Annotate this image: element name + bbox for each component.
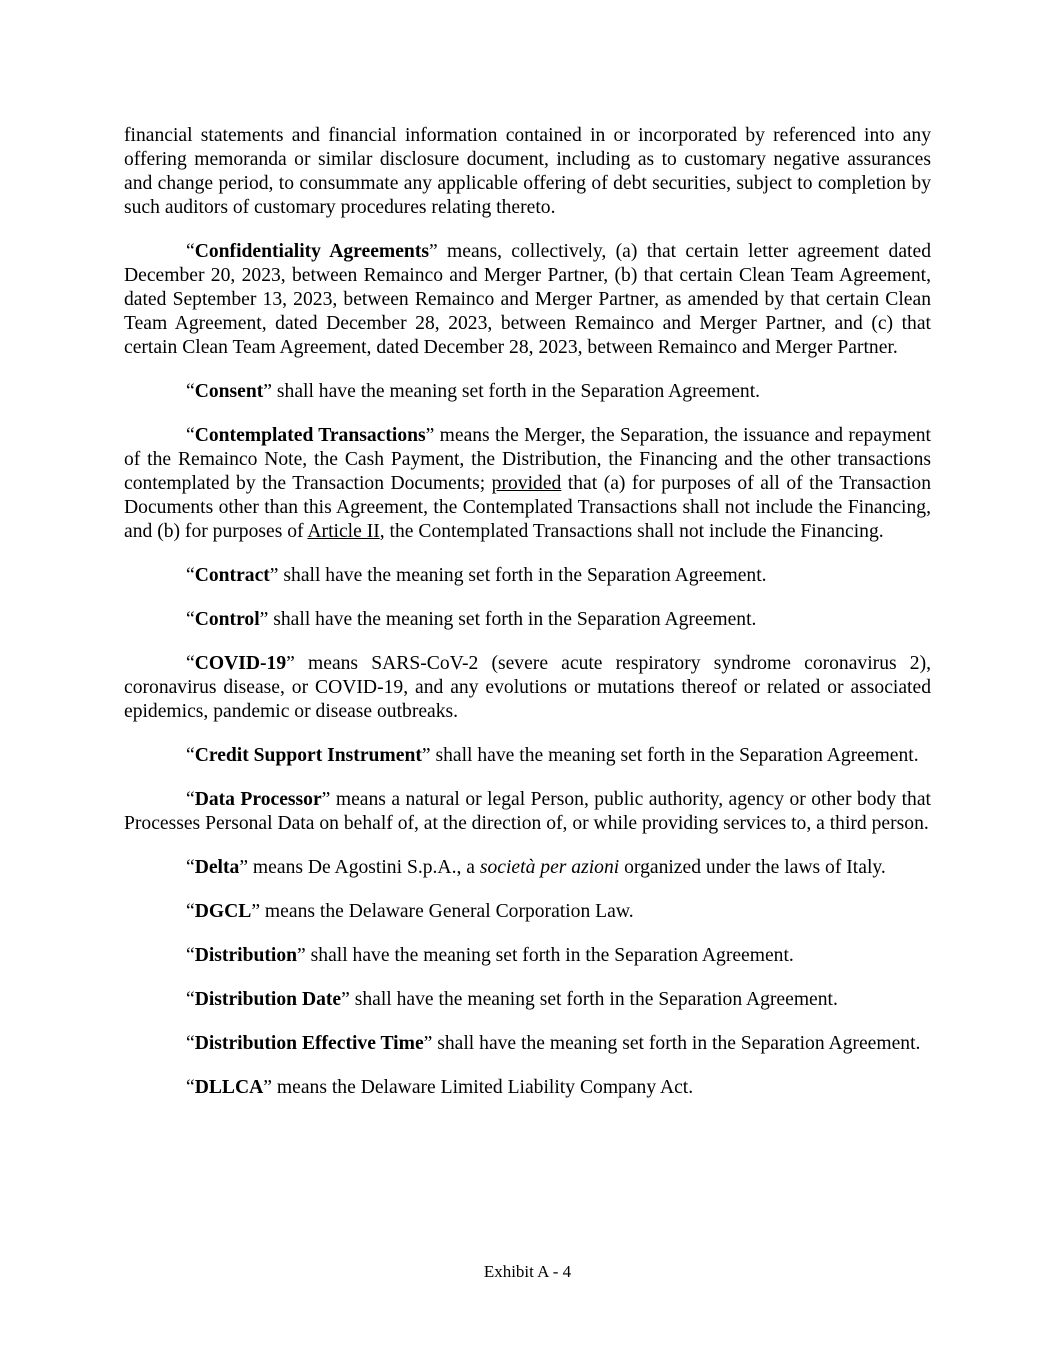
close-quote: ” xyxy=(421,745,431,766)
open-quote: “ xyxy=(186,381,195,402)
open-quote: “ xyxy=(186,901,195,922)
defined-term: DLLCA xyxy=(194,1077,264,1098)
underlined-article-ref: Article II xyxy=(307,521,380,542)
definition-distribution-effective-time xyxy=(124,1032,931,1056)
open-quote: “ xyxy=(186,653,195,674)
defined-term: COVID-19 xyxy=(194,653,287,674)
open-quote: “ xyxy=(186,241,195,262)
definition-text: that (a) for purposes of all of the Transaction Documents other than this Agreement, the Contemplated Transactions shall not include the Financing, and (b) for purposes of xyxy=(124,473,931,542)
definition-data-processor xyxy=(124,788,931,836)
close-quote: ” xyxy=(251,901,261,922)
close-quote: ” xyxy=(341,989,350,1010)
close-quote: ” xyxy=(259,609,269,630)
open-quote: “ xyxy=(186,425,195,446)
close-quote: ” xyxy=(321,789,331,810)
close-quote: ” xyxy=(428,241,438,262)
definition-text: means De Agostini S.p.A., a xyxy=(248,857,480,878)
open-quote: “ xyxy=(186,745,195,766)
definition-delta xyxy=(124,856,931,880)
close-quote: ” xyxy=(263,1077,272,1098)
definition-text: shall have the meaning set forth in the Separation Agreement. xyxy=(430,745,919,766)
definition-text: , the Contemplated Transactions shall not include the Financing. xyxy=(379,521,884,542)
definition-text: shall have the meaning set forth in the Separation Agreement. xyxy=(432,1033,921,1054)
open-quote: “ xyxy=(186,1033,195,1054)
defined-term: Data Processor xyxy=(194,789,322,810)
italic-societa-per-azioni: società per azioni xyxy=(479,857,620,878)
defined-term: Delta xyxy=(194,857,240,878)
close-quote: ” xyxy=(423,1033,433,1054)
open-quote: “ xyxy=(186,857,195,878)
definition-text: means the Merger, the Separation, the issuance and repayment of the Remainco Note, the Cash Payment, the Distribution, the Financing and the other transactions contemplated by the Transaction Documents; xyxy=(124,425,932,494)
definition-text: means, collectively, (a) that certain letter agreement dated December 20, 2023, between Remainco and Merger Partner, (b) that certain Clean Team Agreement, dated September 13, 2023, between Remainco and Merger Partner, as amended by that certain Clean Team Agreement, dated December 28, 2023, between Remainco and Merger Partner, and (c) that certain Clean Team Agreement, dated December 28, 2023, between Remainco and Merger Partner. xyxy=(124,241,931,358)
definition-distribution xyxy=(124,944,931,968)
close-quote: ” xyxy=(425,425,435,446)
open-quote: “ xyxy=(186,945,195,966)
definition-text: shall have the meaning set forth in the Separation Agreement. xyxy=(349,989,838,1010)
definition-text: means the Delaware Limited Liability Company Act. xyxy=(272,1077,694,1098)
defined-term: DGCL xyxy=(194,901,252,922)
definition-text: means SARS-CoV-2 (severe acute respiratory syndrome coronavirus 2), coronavirus disease, or COVID-19, and any evolutions or mutations thereof or related or associated epidemics, pandemic or disease outbreaks. xyxy=(124,653,931,722)
definition-dllca xyxy=(124,1076,931,1100)
definition-confidentiality-agreements xyxy=(124,240,931,360)
definition-text: means a natural or legal Person, public authority, agency or other body that Processes Personal Data on behalf of, at the direction of, or while providing services to, a third person. xyxy=(124,789,931,834)
close-quote: ” xyxy=(297,945,306,966)
open-quote: “ xyxy=(186,565,195,586)
open-quote: “ xyxy=(186,609,195,630)
underlined-provided: provided xyxy=(491,473,562,494)
close-quote: ” xyxy=(286,653,295,674)
defined-term: Distribution Date xyxy=(194,989,342,1010)
definition-text: means the Delaware General Corporation Law. xyxy=(260,901,634,922)
defined-term: Credit Support Instrument xyxy=(194,745,422,766)
document-page xyxy=(124,124,931,1120)
defined-term: Distribution xyxy=(194,945,298,966)
definition-consent xyxy=(124,380,931,404)
open-quote: “ xyxy=(186,789,195,810)
defined-term: Confidentiality Agreements xyxy=(194,241,429,262)
definition-text: shall have the meaning set forth in the Separation Agreement. xyxy=(268,609,757,630)
open-quote: “ xyxy=(186,989,195,1010)
defined-term: Control xyxy=(194,609,260,630)
close-quote: ” xyxy=(269,565,279,586)
definition-text: shall have the meaning set forth in the Separation Agreement. xyxy=(272,381,761,402)
definition-distribution-date xyxy=(124,988,931,1012)
definition-text: shall have the meaning set forth in the Separation Agreement. xyxy=(305,945,794,966)
close-quote: ” xyxy=(239,857,249,878)
definition-contract xyxy=(124,564,931,588)
close-quote: ” xyxy=(263,381,272,402)
intro-paragraph: financial statements and financial information contained in or incorporated by referenced into any offering memoranda or similar disclosure document, including as to customary negative assurances and change period, to consummate any applicable offering of debt securities, subject to completion by such auditors of customary procedures relating thereto. xyxy=(124,125,931,218)
open-quote: “ xyxy=(186,1077,195,1098)
definition-credit-support-instrument xyxy=(124,744,931,768)
defined-term: Distribution Effective Time xyxy=(194,1033,424,1054)
definition-control xyxy=(124,608,931,632)
definition-covid-19 xyxy=(124,652,931,724)
definition-dgcl xyxy=(124,900,931,924)
defined-term: Contract xyxy=(194,565,270,586)
definition-contemplated-transactions xyxy=(124,424,931,544)
defined-term: Contemplated Transactions xyxy=(194,425,426,446)
definition-text: shall have the meaning set forth in the Separation Agreement. xyxy=(278,565,767,586)
definition-text: organized under the laws of Italy. xyxy=(619,857,886,878)
page-footer: Exhibit A - 4 xyxy=(483,1262,572,1281)
defined-term: Consent xyxy=(194,381,264,402)
